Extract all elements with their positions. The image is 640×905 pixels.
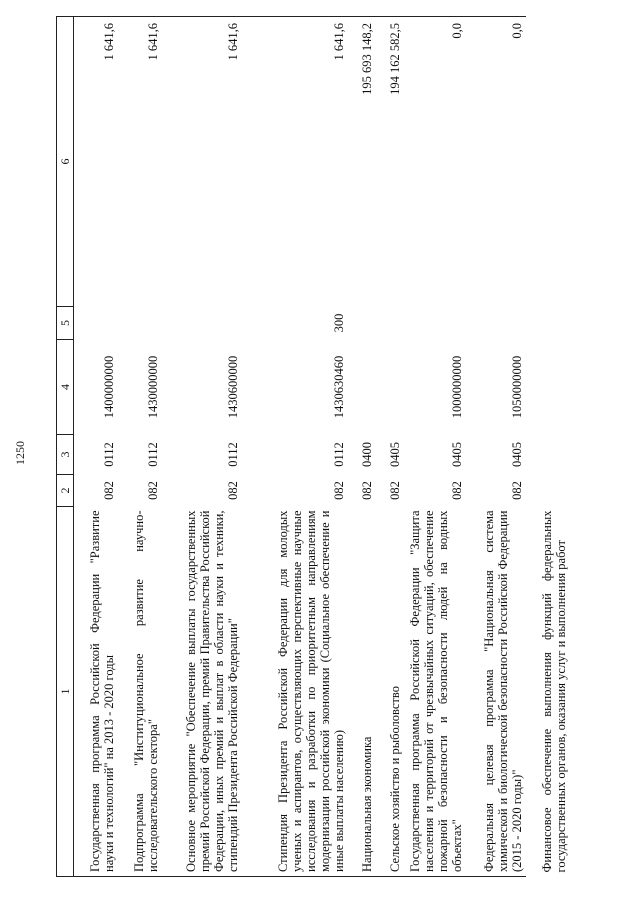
table-row xyxy=(242,17,348,877)
amount: 1 641,6 xyxy=(162,17,242,307)
ministry-code: 082 xyxy=(225,481,240,500)
amount: 194 162 582,5 xyxy=(376,17,404,307)
header-col-3: 3 xyxy=(57,435,74,475)
header-row xyxy=(57,17,74,877)
section-code: 0112 xyxy=(331,442,346,467)
target-article xyxy=(376,340,404,435)
table-row xyxy=(466,17,526,877)
ministry-code: 082 xyxy=(509,481,524,500)
header-col-5: 5 xyxy=(57,307,74,340)
table-row xyxy=(348,17,376,877)
expense-type xyxy=(74,307,118,340)
section-code: 0112 xyxy=(225,442,240,467)
row-name: Подпрограмма "Институциональное развитие научно-исследовательского сектора" xyxy=(118,507,162,877)
table-body xyxy=(74,17,570,877)
header-col-1: 1 xyxy=(57,507,74,877)
table-row xyxy=(526,17,570,877)
ministry-code: 082 xyxy=(359,481,374,500)
budget-table xyxy=(56,16,570,877)
row-name: Федеральная целевая программа "Национальная система химической и биологической безопасности Российской Федерации (2015 - 2020 годы)" xyxy=(466,507,526,877)
table-row xyxy=(118,17,162,877)
ministry-code: 082 xyxy=(145,481,160,500)
row-name: Финансовое обеспечение выполнения функций федеральных государственных органов, оказания услуг и выполнения работ xyxy=(539,510,568,873)
row-name: Национальная экономика xyxy=(348,507,376,877)
row-name: Сельское хозяйство и рыболовство xyxy=(376,507,404,877)
section-code: 0405 xyxy=(387,442,402,467)
expense-type xyxy=(162,307,242,340)
row-name: Стипендия Президента Российской Федерации для молодых ученых и аспирантов, осуществляющих перспективные научные исследования и разработки по приоритетным направлениям модернизации российской экономики (Социальное обеспечение и иные выплаты населению) xyxy=(242,507,348,877)
expense-type xyxy=(118,307,162,340)
target-article: 1430630460 xyxy=(331,355,346,419)
row-name: Государственная программа Российской Федерации "Защита населения и территорий от чрезвычайных ситуаций, обеспечение пожарной безопасности и безопасности людей на водных объектах" xyxy=(404,507,466,877)
target-article xyxy=(348,340,376,435)
amount: 0,0 xyxy=(466,17,526,307)
section-code: 0405 xyxy=(449,442,464,467)
ministry-code: 082 xyxy=(101,481,116,500)
section-code: 0400 xyxy=(359,442,374,467)
row-name: Государственная программа Российской Федерации "Развитие науки и технологий" на 2013 - 2020 годы xyxy=(74,507,118,877)
amount xyxy=(526,17,570,307)
expense-type xyxy=(466,307,526,340)
page-number: 1250 xyxy=(13,441,27,465)
header-col-2: 2 xyxy=(57,475,74,507)
expense-type xyxy=(348,307,376,340)
target-article: 1430000000 xyxy=(145,355,160,419)
header-col-6: 6 xyxy=(57,17,74,307)
section-code: 0112 xyxy=(145,442,160,467)
ministry-code: 082 xyxy=(331,481,346,500)
amount: 0,0 xyxy=(404,17,466,307)
section-code xyxy=(526,435,570,475)
target-article: 1050000000 xyxy=(509,355,524,419)
table-row xyxy=(404,17,466,877)
target-article: 1000000000 xyxy=(449,355,464,419)
ministry-code: 082 xyxy=(387,481,402,500)
expense-type xyxy=(526,307,570,340)
table-row xyxy=(376,17,404,877)
amount: 1 641,6 xyxy=(118,17,162,307)
table-row xyxy=(162,17,242,877)
target-article xyxy=(526,340,570,435)
target-article: 1430600000 xyxy=(225,355,240,419)
expense-type xyxy=(404,307,466,340)
target-article: 1400000000 xyxy=(101,355,116,419)
ministry-code xyxy=(526,475,570,507)
amount: 195 693 148,2 xyxy=(348,17,376,307)
ministry-code: 082 xyxy=(449,481,464,500)
table-row xyxy=(74,17,118,877)
header-col-4: 4 xyxy=(57,340,74,435)
section-code: 0112 xyxy=(101,442,116,467)
amount: 1 641,6 xyxy=(242,17,348,307)
expense-type: 300 xyxy=(331,313,346,333)
row-name: Основное мероприятие "Обеспечение выплаты государственных премий Российской Федерации, премий Правительства Российской Федерации, иных премий и выплат в области науки и техники, стипендий Президента Российской Федерации" xyxy=(162,507,242,877)
section-code: 0405 xyxy=(509,442,524,467)
amount: 1 641,6 xyxy=(74,17,118,307)
table-header xyxy=(57,17,74,877)
expense-type xyxy=(376,307,404,340)
